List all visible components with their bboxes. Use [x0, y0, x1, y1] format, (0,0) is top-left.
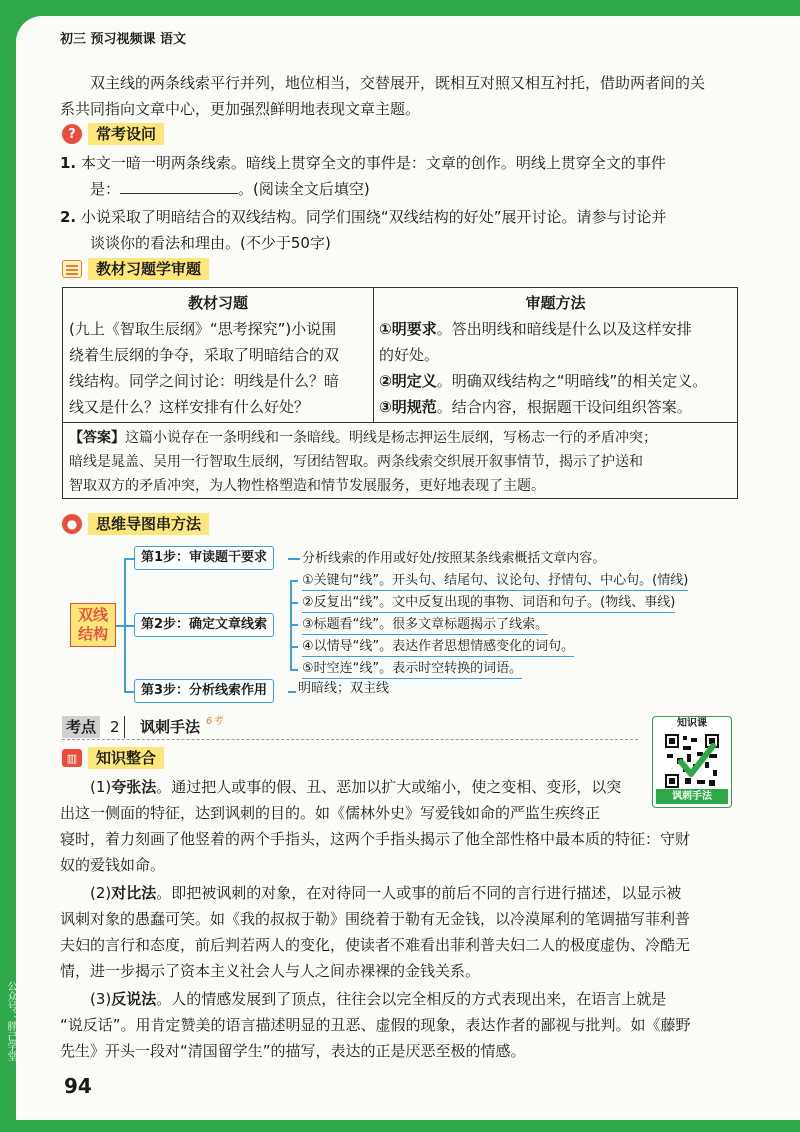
heading-textbook [62, 257, 209, 281]
question-2 [60, 204, 666, 230]
answer-line-1: 【答案】这篇小说存在一条明线和一条暗线。明线是杨志押运生辰纲，写杨志一行的矛盾冲突； [69, 430, 657, 446]
mindmap-step-2-leaf-5: ⑤时空连“线”。表示时空转换的词语。 [302, 660, 522, 679]
bottom-band [0, 1120, 800, 1132]
kaodian-frequency: 6考 [206, 716, 223, 727]
intro-line-2: 系共同指向文章中心，更加强烈鲜明地表现文章主题。 [60, 100, 421, 118]
qr-bottom-label: 讽刺手法 [656, 789, 728, 804]
kaodian-number: 2 [110, 716, 125, 738]
qr-top-label: 知识课 [677, 718, 707, 729]
mindmap-step-3: 第3步：分析线索作用 [134, 679, 274, 703]
table-right-item-3: ③明规范。结合内容，根据题干设问组织答案。 [379, 398, 692, 416]
answer-line-2: 暗线是晁盖、吴用一行智取生辰纲，写团结智取。两条线索交织展开叙事情节，揭示了护送和 [69, 454, 643, 470]
kaodian-title: 讽刺手法 [140, 718, 201, 736]
question-1-cont [90, 176, 370, 202]
heading-textbook-text: 教材习题学审题 [88, 258, 209, 280]
page-number: 94 [64, 1074, 92, 1098]
knowledge-3-line-2: “说反话”。用肯定赞美的语言描述明显的丑恶、虚假的现象，表达作者的鄙视与批判。如《藤野 [60, 1016, 691, 1034]
side-watermark: 公众号：胖己学堂 [5, 981, 16, 1061]
table-right-item-1: ①明要求。答出明线和暗线是什么以及这样安排 [379, 320, 692, 338]
mindmap-step-2-leaf-4: ④以情导“线”。表达作者思想情感变化的词句。 [302, 638, 574, 657]
knowledge-1-line-3: 寝时，着力刻画了他竖着的两个手指头，这两个手指头揭示了他全部性格中最本质的特征：守财 [60, 830, 691, 848]
table-right-header: 审题方法 [525, 294, 586, 312]
question-2-number: 2. [60, 208, 77, 226]
person-icon: ● [62, 514, 82, 534]
knowledge-2-line-1: (2)对比法。即把被讽刺的对象，在对待同一人或事的前后不同的言行进行描述，以显示被 [90, 884, 682, 902]
table-right-item-1-cont: 的好处。 [379, 346, 440, 364]
question-1-number: 1. [60, 154, 77, 172]
question-1 [60, 150, 666, 176]
book-icon: ▥ [62, 749, 82, 767]
question-2-line-1: 小说采取了明暗结合的双线结构。同学们围绕“双线结构的好处”展开讨论。请参与讨论并 [80, 208, 667, 226]
mindmap-step-3-leaf: 明暗线；双主线 [298, 681, 390, 696]
mindmap-root: 双线 结构 [70, 603, 116, 647]
question-mark-icon: ? [62, 124, 82, 144]
textbook-table [62, 287, 738, 499]
table-right-item-2: ②明定义。明确双线结构之“明暗线”的相关定义。 [379, 372, 708, 390]
mindmap-step-2-leaf-1: ①关键句“线”。开头句、结尾句、议论句、抒情句、中心句。(情线) [302, 572, 688, 591]
question-1-line-2-post: 。(阅读全文后填空) [238, 180, 370, 198]
kaodian-bar [62, 716, 638, 740]
knowledge-1-line-2: 出这一侧面的特征，达到讽刺的目的。如《儒林外史》写爱钱如命的严监生疾终正 [60, 804, 601, 822]
intro-line-1: 双主线的两条线索平行并列，地位相当，交替展开，既相互对照又相互衬托，借助两者间的关 [90, 74, 706, 92]
table-left-line-3: 线结构。同学之间讨论：明线是什么？暗 [69, 372, 340, 390]
kaodian-label: 考点 [62, 716, 100, 738]
table-left-line-1: (九上《智取生辰纲》“思考探究”)小说围 [69, 320, 337, 338]
mindmap-step-2: 第2步：确定文章线索 [134, 613, 274, 637]
table-left-line-2: 绕着生辰纲的争夺，采取了明暗结合的双 [69, 346, 340, 364]
knowledge-1-line-1: (1)夸张法。通过把人或事的假、丑、恶加以扩大或缩小，使之变相、变形，以突 [90, 778, 622, 796]
question-1-line-1: 本文一暗一明两条线索。暗线上贯穿全文的事件是：文章的创作。明线上贯穿全文的事件 [80, 154, 666, 172]
mindmap-step-2-leaf-3: ③标题看“线”。很多文章标题揭示了线索。 [302, 616, 548, 635]
mindmap-step-1-leaf: 分析线索的作用或好处/按照某条线索概括文章内容。 [302, 551, 606, 566]
answer-line-3: 智取双方的矛盾冲突，为人物性格塑造和情节发展服务，更好地表现了主题。 [69, 478, 545, 494]
heading-mindmap [62, 512, 209, 536]
table-left-header: 教材习题 [187, 294, 248, 312]
knowledge-3-line-1: (3)反说法。人的情感发展到了顶点，往往会以完全相反的方式表现出来，在语言上就是 [90, 990, 667, 1008]
table-answer [69, 426, 733, 498]
knowledge-2-line-2: 讽刺对象的愚蠢可笑。如《我的叔叔于勒》围绕着于勒有无金钱，以冷漠犀利的笔调描写菲利普 [60, 910, 691, 928]
answer-blank[interactable] [120, 178, 238, 194]
mindmap-step-1: 第1步：审读题干要求 [134, 546, 274, 570]
heading-knowledge [62, 746, 164, 770]
qr-code-icon [663, 732, 721, 790]
table-left-line-4: 线又是什么？这样安排有什么好处？ [69, 398, 310, 416]
knowledge-3-line-3: 先生》开头一段对“清国留学生”的描写，表达的正是厌恶至极的情感。 [60, 1042, 526, 1060]
list-icon [62, 260, 82, 278]
heading-mindmap-text: 思维导图串方法 [88, 513, 209, 535]
heading-knowledge-text: 知识整合 [88, 747, 164, 769]
qr-card[interactable] [652, 716, 732, 808]
heading-common-questions [62, 122, 164, 146]
knowledge-2-line-4: 情，进一步揭示了资本主义社会人与人之间赤裸裸的金钱关系。 [60, 962, 481, 980]
question-2-line-2: 谈谈你的看法和理由。(不少于50字) [90, 234, 331, 252]
running-head: 初三 预习视频课 语文 [60, 32, 187, 47]
knowledge-1-line-4: 奴的爱钱如命。 [60, 856, 166, 874]
question-1-line-2-pre: 是： [90, 180, 121, 198]
heading-common-questions-text: 常考设问 [88, 123, 164, 145]
mindmap-step-2-leaf-2: ②反复出“线”。文中反复出现的事物、词语和句子。(物线、事线) [302, 594, 675, 613]
knowledge-2-line-3: 夫妇的言行和态度，前后判若两人的变化，使读者不难看出菲利普夫妇二人的极度虚伪、冷酷无 [60, 936, 691, 954]
